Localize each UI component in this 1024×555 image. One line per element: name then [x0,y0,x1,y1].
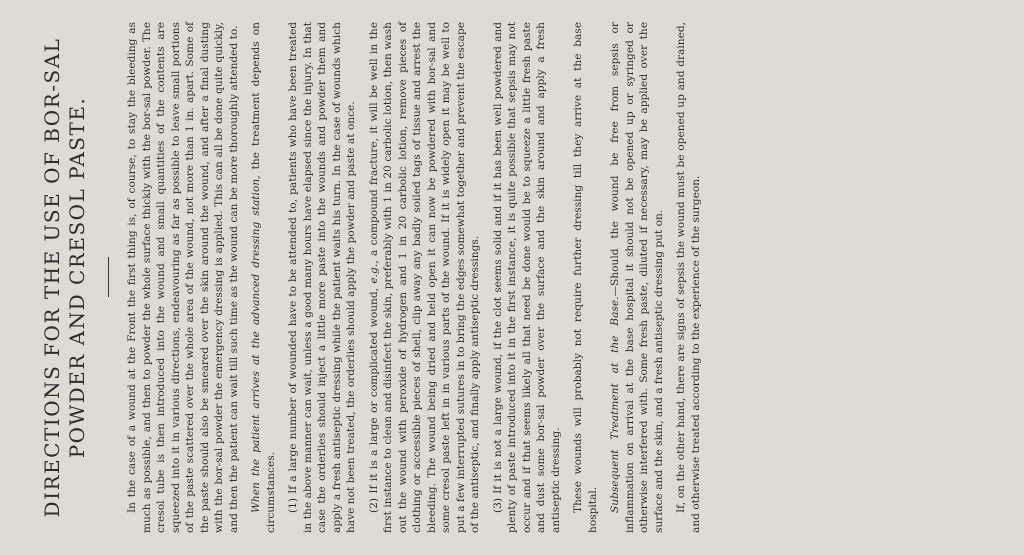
paragraph-no-further-dressing: These wounds will probably not require further dressing till they arrive at the base hospital. [572,22,599,533]
title-line-2: POWDER AND CRESOL PASTE. [65,96,89,459]
document-body [125,22,703,533]
paragraph-sepsis: If, on the other hand, there are signs of sepsis the wound must be opened up and drained, and otherwise treated according to the experience of the surgeon. [675,22,702,533]
paragraph-case-3: (3) If it is not a large wound, if the clot seems solid and if it has been well powdered and plenty of paste introduced into it in the first instance, it is quite possible that sepsis may not occur and if that seems likely all that need be done would be to squeeze a little fresh paste and dust some bor-sal powder over the surface and the skin around and apply a fresh antiseptic dressing. [491,22,562,533]
case-2-text-a: (2) If it is a large or complicated wound, [367,283,380,513]
advanced-station-text: the treatment depends on circumstances. [250,22,277,533]
title-divider [108,258,109,298]
subsequent-treatment-text: —Should the wound be free from sepsis or inflammation on arrival at the base hospital it should not be opened up or syringed or otherwise interfered with. Some fresh paste, diluted if necessary, may be applied over the surface and the skin, and a fresh antiseptic dressing put on. [609,22,665,533]
subsequent-treatment-heading: Subsequent Treatment at the Base. [609,296,621,513]
paragraph-case-1: (1) If a large number of wounded have to be attended to, patients who have been treated in the above manner can wait, unless a good many hours have elapsed since the injury. In that case the orderlies should inject a little more paste into the wounds and powder them and apply a fresh antiseptic dressing while the patient waits his turn. In the case of wounds which have not been treated, the orderlies should apply the powder and paste at once. [287,22,357,533]
page-title [40,22,90,533]
paragraph-advanced-station [249,22,278,533]
case-2-eg: e.g. [367,263,380,284]
advanced-station-heading: When the patient arrives at the advanced dressing station, [250,175,262,513]
paragraph-front-treatment: In the case of a wound at the Front the first thing is, of course, to stay the bleeding as much as possible, and then to powder the whole surface thickly with the bor-sal powder. The cresol tube is then introduced into the wound and small quantities of the contents are squeezed into it in various directions, endeavouring as far as possible to leave small portions of the paste scattered over the whole area of the wound, not more than 1 in. apart. Some of the paste should also be smeared over the skin around the wound, and after a final dusting with the bor-sal powder the emergency dressing is applied. This can all be done quite quickly, and then the patient can wait till such time as the wound can be more thoroughly attended to. [126,22,240,533]
case-2-text-b: , a compound fracture, it will be well in the first instance to clean and disinfect the skin, preferably with 1 in 20 carbolic lotion, then wash out the wound with peroxide of hydrogen and 1 in 20 carbolic lotion, remove pieces of clothing or accessible pieces of shell, clip away any badly soiled tags of tissue and arrest the bleeding. The wound being dried and held open it can now be powdered with bor-sal and some cresol paste left in in various parts of the wound. If it is widely open it may be well to put a few interrupted sutures in to bring the edges somewhat together and prevent the escape of the antiseptic, and finally apply antiseptic dressings. [367,22,481,533]
title-line-1: DIRECTIONS FOR THE USE OF BOR-SAL [40,37,64,518]
paragraph-subsequent-treatment [608,22,666,533]
paragraph-case-2 [367,22,483,533]
